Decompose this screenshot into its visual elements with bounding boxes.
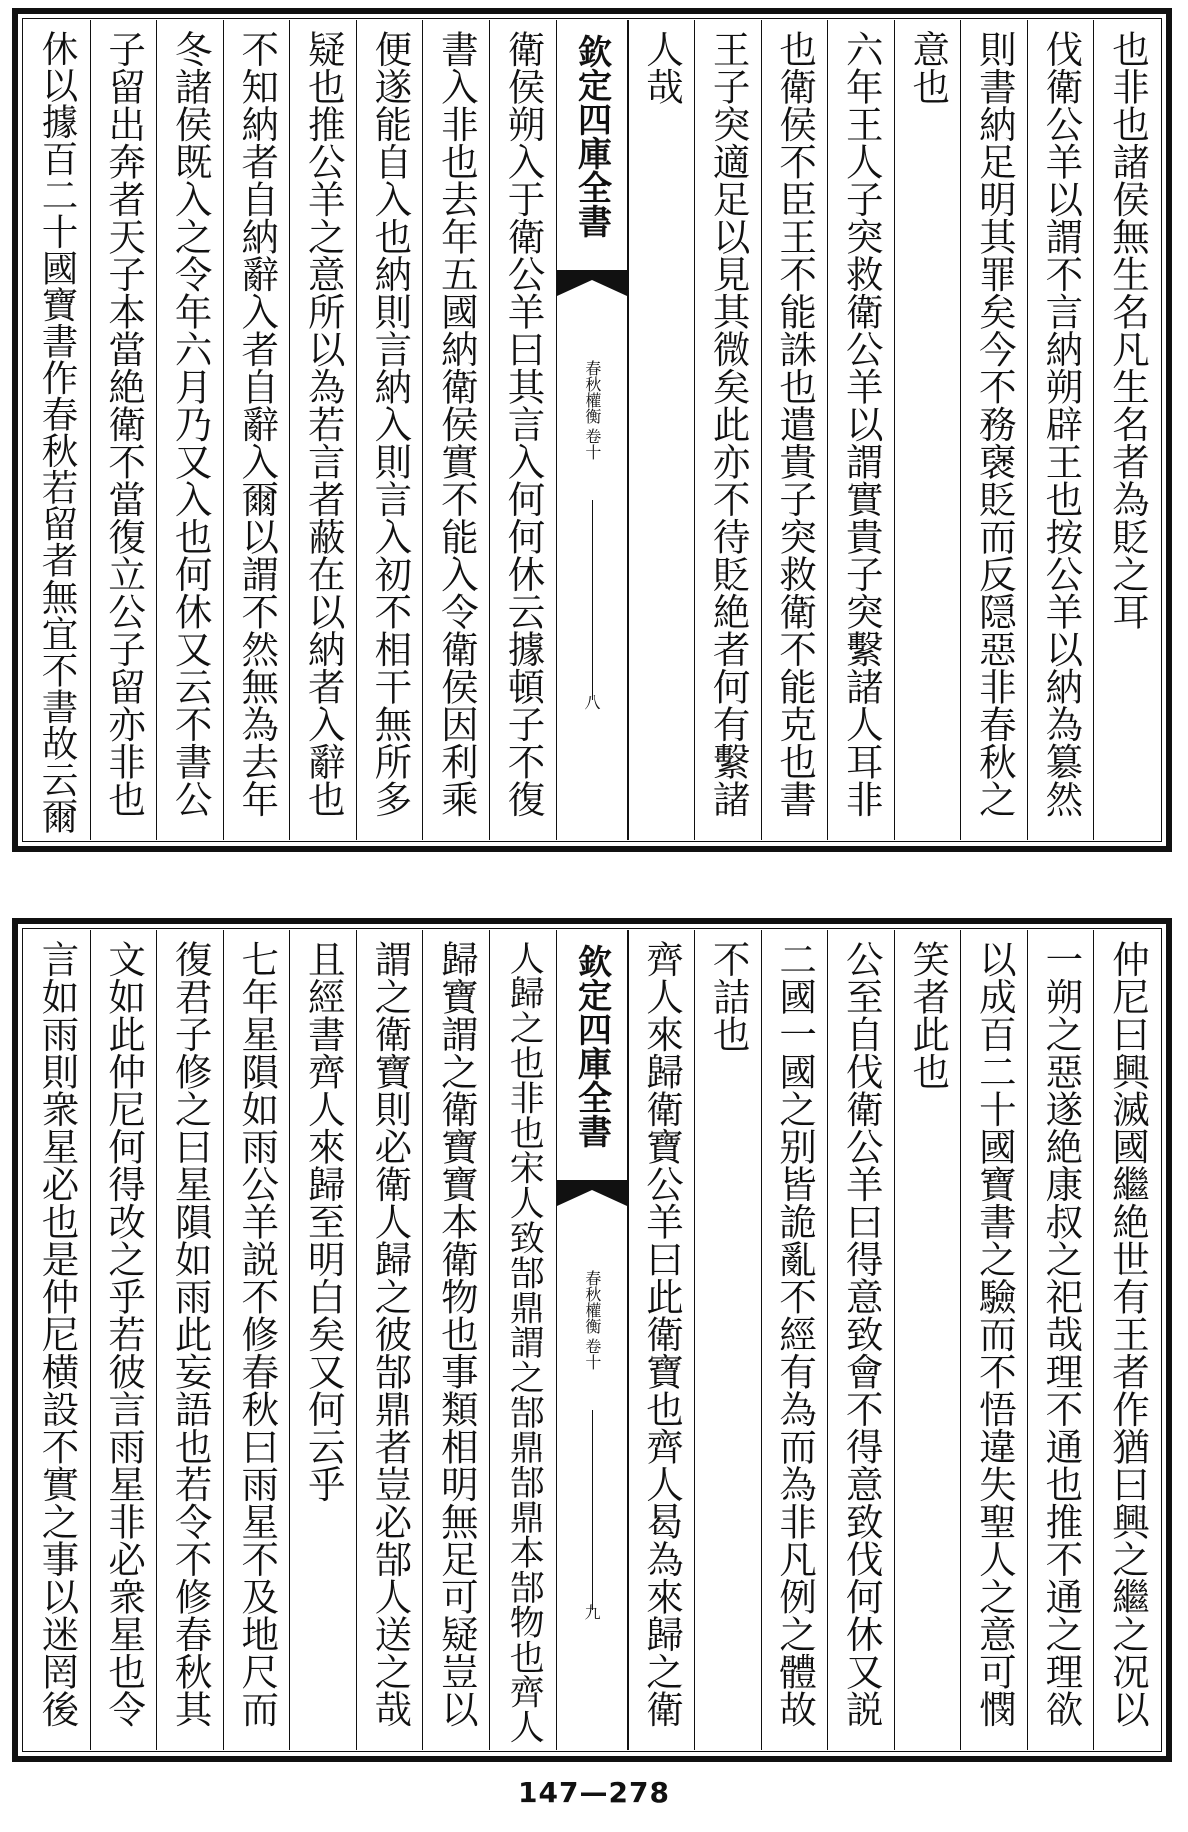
text-column: 齊人來歸衛寶公羊曰此衛寶也齊人曷為來歸之衛 xyxy=(628,930,695,1750)
text-column: 子留出奔者天子本當絶衛不當復立公子留亦非也 xyxy=(90,20,157,840)
text-column: 歸寶謂之衛寶寶本衛物也事類相明無足可疑豈以 xyxy=(422,930,489,1750)
fishtail-mark xyxy=(557,1180,627,1206)
text-column: 也衛侯不臣王不能誅也遣貴子突救衛不能克也書 xyxy=(761,20,828,840)
book-title: 欽定四庫全書 xyxy=(571,944,612,1148)
folio-number: 九 xyxy=(582,1604,601,1620)
text-column: 疑也推公羊之意所以為若言者蔽在以納者入辭也 xyxy=(289,20,356,840)
text-column: 休以據百二十國寶書作春秋若留者無宜不書故云爾 xyxy=(36,30,80,834)
fishtail-icon xyxy=(557,270,627,296)
page-top-columns xyxy=(24,20,1160,840)
text-column: 復君子修之曰星隕如雨此妄語也若令不修春秋其 xyxy=(156,930,223,1750)
text-column: 人歸之也非也宋人致郜鼎謂之郜鼎郜鼎本郜物也齊人 xyxy=(489,930,556,1750)
text-column: 二國一國之别皆詭亂不經有為而為非凡例之體故 xyxy=(761,930,828,1750)
folio-number: 八 xyxy=(582,694,601,710)
text-column: 則書納足明其罪矣今不務襃貶而反隠惡非春秋之 xyxy=(960,20,1027,840)
text-column: 笑者此也 xyxy=(894,930,961,1750)
volume-label: 卷十 xyxy=(582,1338,602,1370)
text-column: 一朔之惡遂絶康叔之祀哉理不通也推不通之理欲 xyxy=(1027,930,1094,1750)
page-number-footer: 147—278 xyxy=(518,1776,670,1809)
book-title: 欽定四庫全書 xyxy=(571,34,612,238)
text-column: 衛侯朔入于衛公羊曰其言入何何休云據頓子不復 xyxy=(489,20,556,840)
sub-title-block xyxy=(583,360,600,460)
volume-label: 卷十 xyxy=(582,428,602,460)
text-column: 伐衛公羊以謂不言納朔辟王也按公羊以納為簒然 xyxy=(1027,20,1094,840)
text-column: 以成百二十國寶書之驗而不悟違失聖人之意可憫 xyxy=(960,930,1027,1750)
text-column: 仲尼曰興滅國繼絶世有王者作猶曰興之繼之况以 xyxy=(1093,930,1160,1750)
sub-title: 春秋權衡 xyxy=(582,360,602,424)
text-column: 人哉 xyxy=(628,20,695,840)
text-column: 意也 xyxy=(894,20,961,840)
text-column: 六年王人子突救衛公羊以謂實貴子突繫諸人耳非 xyxy=(827,20,894,840)
page-bottom-columns xyxy=(24,930,1160,1750)
center-fold xyxy=(556,20,628,840)
fold-rule xyxy=(592,500,593,700)
text-column: 謂之衛寶則必衛人歸之彼郜鼎者豈必郜人送之哉 xyxy=(356,930,423,1750)
fishtail-icon xyxy=(557,1180,627,1206)
page-top xyxy=(12,8,1172,852)
text-column: 冬諸侯既入之令年六月乃又入也何休又云不書公 xyxy=(156,20,223,840)
center-fold xyxy=(556,930,628,1750)
fishtail-mark xyxy=(557,270,627,296)
fold-rule xyxy=(592,1410,593,1610)
text-column: 言如雨則衆星必也是仲尼横設不實之事以迷罔後 xyxy=(35,940,80,1728)
sub-title-block xyxy=(583,1270,600,1370)
text-column: 不知納者自納辭入者自辭入爾以謂不然無為去年 xyxy=(223,20,290,840)
page-bottom xyxy=(12,918,1172,1762)
sub-title: 春秋權衡 xyxy=(582,1270,602,1334)
text-column: 且經書齊人來歸至明白矣又何云乎 xyxy=(289,930,356,1750)
text-column: 也非也諸侯無生名凡生名者為貶之耳 xyxy=(1093,20,1160,840)
text-column: 便遂能自入也納則言納入則言入初不相干無所多 xyxy=(356,20,423,840)
text-column: 不詰也 xyxy=(694,930,761,1750)
text-column: 書入非也去年五國納衛侯實不能入令衛侯因利乘 xyxy=(422,20,489,840)
text-column: 王子突適足以見其微矣此亦不待貶絶者何有繫諸 xyxy=(694,20,761,840)
text-column: 公至自伐衛公羊曰得意致會不得意致伐何休又説 xyxy=(827,930,894,1750)
text-column: 七年星隕如雨公羊説不修春秋曰雨星不及地尺而 xyxy=(223,930,290,1750)
text-column: 文如此仲尼何得改之乎若彼言雨星非必衆星也令 xyxy=(90,930,157,1750)
